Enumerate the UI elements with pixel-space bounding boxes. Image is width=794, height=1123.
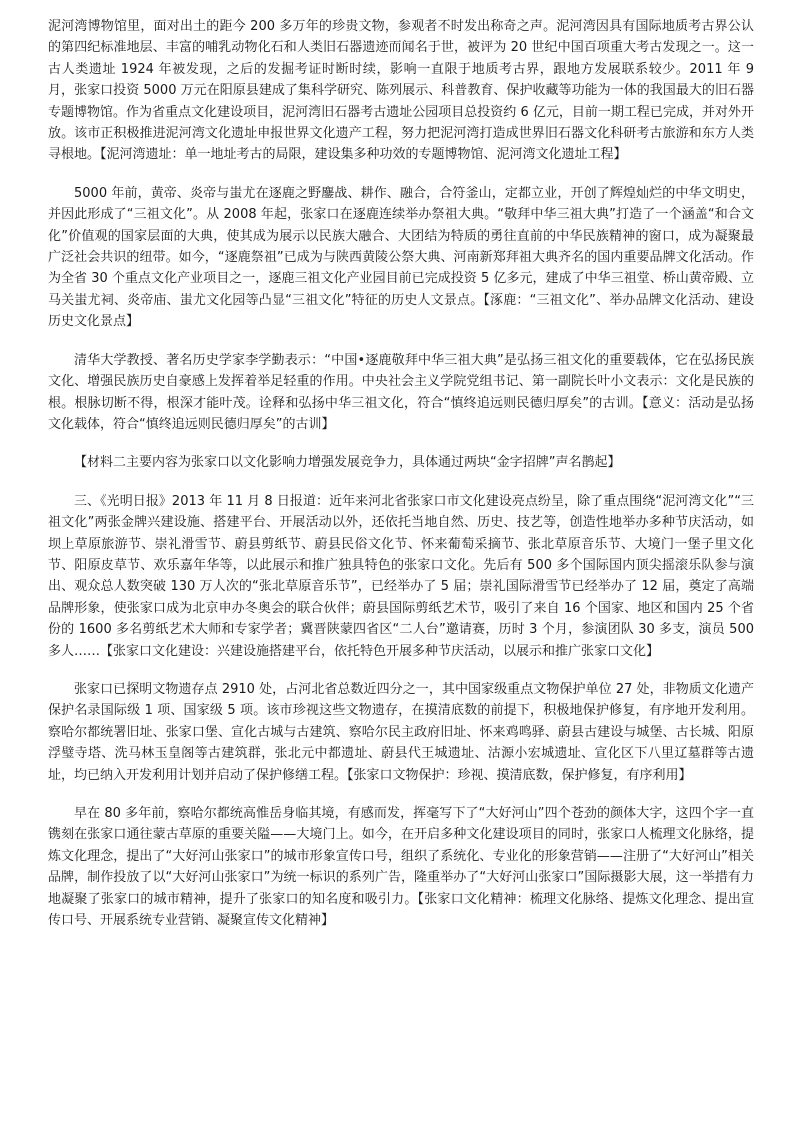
paragraph-dahaoheshan: 早在 80 多年前，察哈尔都统高惟岳身临其境，有感而发，挥毫写下了“大好河山”四个苍劲的颜体大字，这四个字一直镌刻在张家口通往蒙古草原的重要关隘——大境门上。如今，在开启多种文化建设项目的同时，张家口人梳理文化脉络，提炼文化理念，提出了“大好河山张家口”的城市形象宣传口号，组织了系统化、专业化的形象营销——注册了“大好河山”相关品牌，制作投放了以“大好河山张家口”为统一标识的系列广告，隆重举办了“大好河山张家口”国际摄影大展，这一举措有力地凝聚了张家口的城市精神，提升了张家口的知名度和吸引力。【张家口文化精神：梳理文化脉络、提炼文化理念、提出宣传口号、开展系统专业营销、凝聚宣传文化精神】 xyxy=(48,806,754,929)
paragraph-relics: 张家口已探明文物遗存点 2910 处，占河北省总数近四分之一，其中国家级重点文物保护单位 27 处，非物质文化遗产保护名录国际级 1 项、国家级 5 项。该市珍视这些文物遗存，在摸清底数的前提下，积极地保护修复，有序地开发利用。察哈尔都统署旧址、张家口堡、宣化古城与古建筑、察哈尔民主政府旧址、怀来鸡鸣驿、蔚县古建设与城堡、古长城、阳原浮璧寺塔、洗马林玉皇阁等古建筑群，张北元中都遗址、蔚县代王城遗址、沽源小宏城遗址、宣化区下八里辽墓群等古遗址，均已纳入开发利用计划并启动了保护修缮工程。【张家口文物保护：珍视、摸清底数，保护修复，有序利用】 xyxy=(48,681,754,783)
paragraph-nihewan: 泥河湾博物馆里，面对出土的距今 200 多万年的珍贵文物，参观者不时发出称奇之声。泥河湾因具有国际地质考古界公认的第四纪标准地层、丰富的哺乳动物化石和人类旧石器遗迹而闻名于世，被评为 20 世纪中国百项重大考古发现之一。这一古人类遗址 1924 年被发现，之后的发掘考证时断时续，影响一直限于地质考古界，跟地方发展联系较少。2011 年 9 月，张家口投资 5000 万元在阳原县建成了集科学研究、陈列展示、科普教育、保护收藏等功能为一体的我国最大的旧石器专题博物馆。作为省重点文化建设项目，泥河湾旧石器考古遗址公园项目总投资约 6 亿元，目前一期工程已完成，并对外开放。该市正积极推进泥河湾文化遗址申报世界文化遗产工程，努力把泥河湾打造成世界旧石器文化科研考古旅游和东方人类寻根地。【泥河湾遗址：单一地址考古的局限，建设集多种功效的专题博物馆、泥河湾文化遗址工程】 xyxy=(48,19,754,163)
paragraph-significance: 清华大学教授、著名历史学家李学勤表示：“中国•逐鹿敬拜中华三祖大典”是弘扬三祖文化的重要载体，它在弘扬民族文化、增强民族历史自豪感上发挥着举足轻重的作用。中央社会主义学院党组书记、第一副院长叶小文表示：文化是民族的根。根脉切断不得，根深才能叶茂。诠释和弘扬中华三祖文化，符合“慎终追远则民德归厚矣”的古训。【意义：活动是弘扬文化载体，符合“慎终追远则民德归厚矣”的古训】 xyxy=(48,352,754,432)
material-two-summary: 【材料二主要内容为张家口以文化影响力增强发展竞争力，具体通过两块“金字招牌”声名鹊起】 xyxy=(74,455,621,471)
paragraph-guangming-report: 三、《光明日报》2013 年 11 月 8 日报道：近年来河北省张家口市文化建设亮点纷呈，除了重点围绕“泥河湾文化”“三祖文化”两张金牌兴建设施、搭建平台、开展活动以外，还依托当地自然、历史、技艺等，创造性地举办多种节庆活动，如坝上草原旅游节、崇礼滑雪节、蔚县剪纸节、蔚县民俗文化节、怀来葡萄采摘节、张北草原音乐节、大境门一堡子里文化节、阳原皮草节、欢乐嘉年华等，以此展示和推广独具特色的张家口文化。先后有 500 多个国际国内顶尖摇滚乐队参与演出、观众总人数突破 130 万人次的“张北草原音乐节”，已经举办了 5 届；崇礼国际滑雪节已经举办了 12 届，奠定了高端品牌形象，使张家口成为北京申办冬奥会的联合伙伴；蔚县国际剪纸艺术节，吸引了来自 16 个国家、地区和国内 25 个省份的 1600 多名剪纸艺术大师和专家学者；冀晋陕蒙四省区“二人台”邀请赛，历时 3 个月，参演团队 30 多支，演员 500 多人……【张家口文化建设：兴建设施搭建平台，依托特色开展多种节庆活动，以展示和推广张家口文化】 xyxy=(48,493,754,659)
document-page xyxy=(48,16,754,948)
paragraph-sanzu: 5000 年前，黄帝、炎帝与蚩尤在逐鹿之野鏖战、耕作、融合，合符釜山，定都立业，开创了辉煌灿烂的中华文明史，并因此形成了“三祖文化”。从 2008 年起，张家口在逐鹿连续举办祭祖大典。“敬拜中华三祖大典”打造了一个涵盖“和合文化”价值观的国家层面的大典，使其成为展示以民族大融合、大团结为特质的勇往直前的中华民族精神的窗口，成为凝聚最广泛社会共识的纽带。如今，“逐鹿祭祖”已成为与陕西黄陵公祭大典、河南新郑拜祖大典齐名的国内重要品牌文化活动。作为全省 30 个重点文化产业项目之一，逐鹿三祖文化产业园目前已完成投资 5 亿多元，建成了中华三祖堂、桥山黄帝殿、立马关蚩尤祠、炎帝庙、蚩尤文化园等凸显“三祖文化”特征的历史人文景点。【涿鹿：“三祖文化”、举办品牌文化活动、建设历史文化景点】 xyxy=(48,185,754,330)
